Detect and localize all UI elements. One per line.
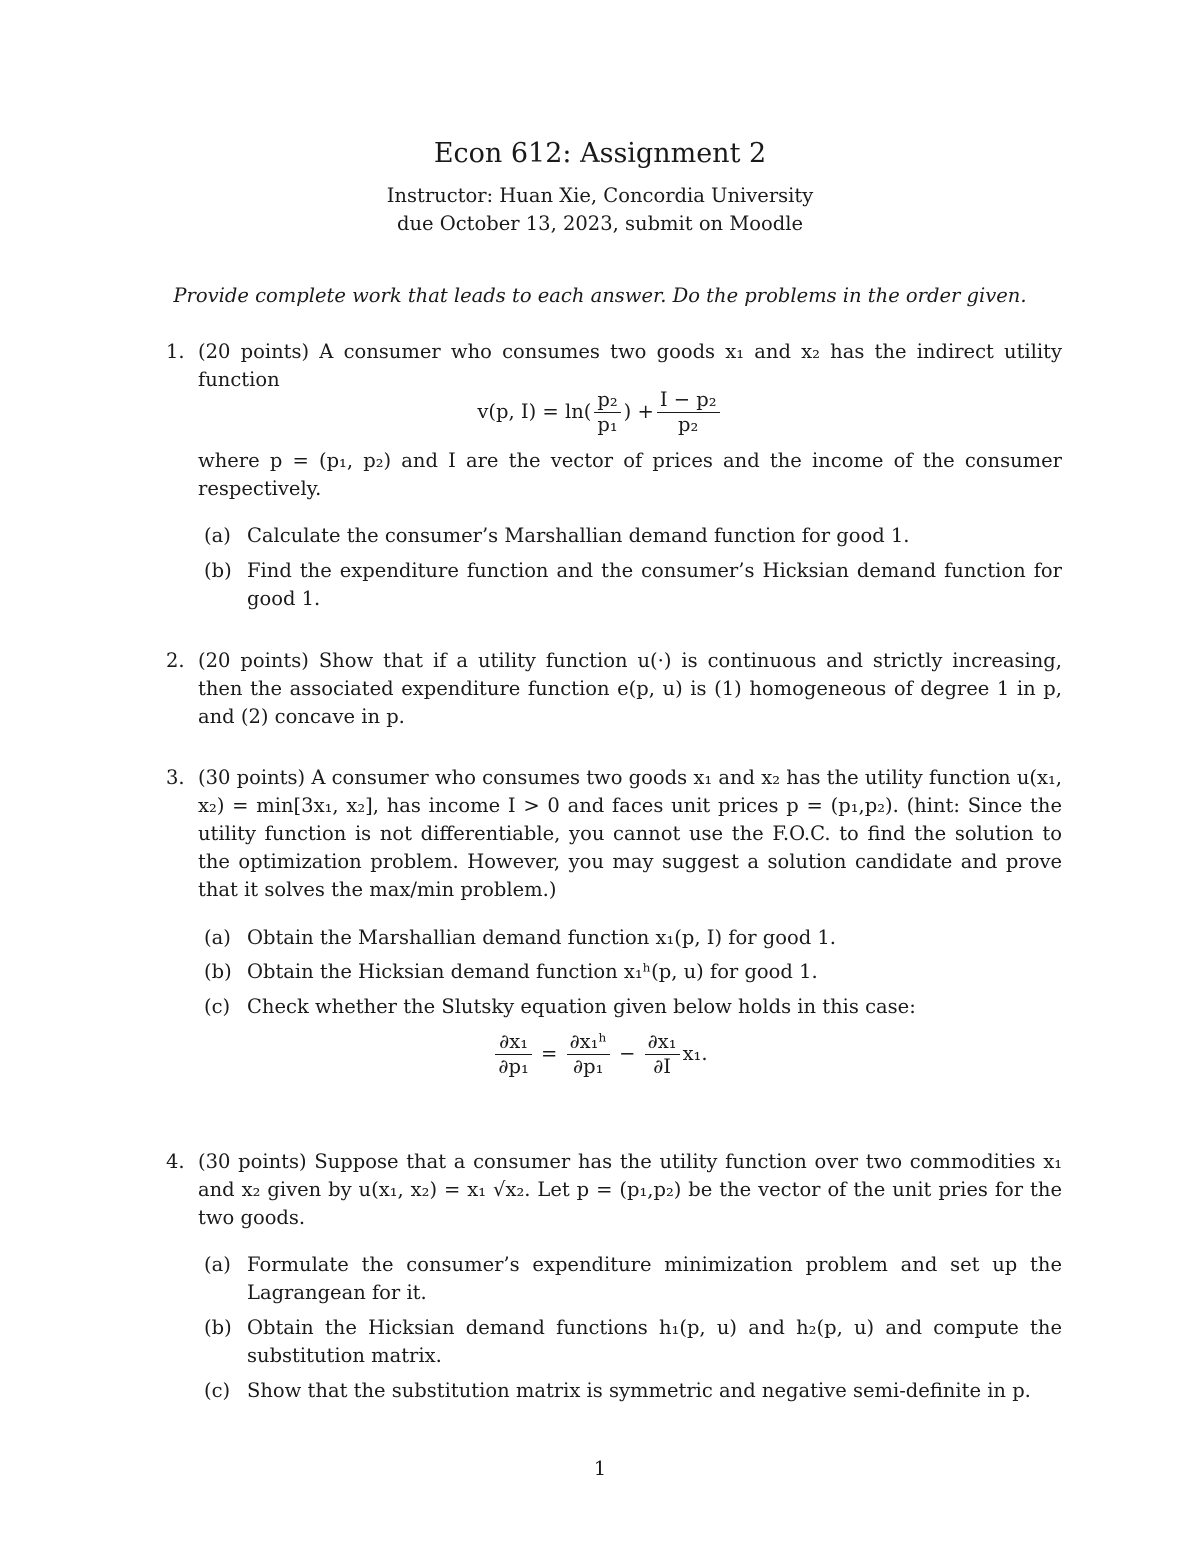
problem-2-intro-text: Show that if a utility function u(·) is continuous and strictly increasing, then the associated expenditure function e(p, u) is (1) homogeneous of degree 1 in p, and (2) concave in p. [198,649,1062,728]
problem-4c-text: Show that the substitution matrix is symmetric and negative semi-definite in p. [247,1379,1031,1402]
problem-4-intro [198,1148,1062,1232]
problem-4b-label: (b) [204,1316,232,1339]
slutsky-frac-2-den: ∂p₁ [573,1055,604,1078]
problem-1-continuation: where p = (p₁, p₂) and I are the vector of prices and the income of the consumer respectively. [198,449,1062,500]
eq1-mid: ) + [623,400,654,423]
page-number: 1 [593,1457,607,1480]
slutsky-frac-3 [645,1030,680,1079]
eq1-frac-1-den: p₁ [597,413,618,436]
slutsky-minus: − [619,1042,636,1065]
problem-1-intro [198,338,1062,394]
problem-1-intro-text: A consumer who consumes two goods x₁ and x₂ has the indirect utility function [198,340,1062,391]
eq1-frac-1-num: p₂ [594,388,620,413]
problem-4a-text: Formulate the consumer’s expenditure minimization problem and set up the Lagrangean for it. [247,1253,1062,1304]
slutsky-frac-2 [567,1030,610,1079]
problem-2-number: 2. [166,649,185,672]
problem-3-number: 3. [166,766,185,789]
eq1-frac-2 [657,388,720,437]
problem-3b-text: Obtain the Hicksian demand function x₁ʰ(p, u) for good 1. [247,960,818,983]
problem-3c-label: (c) [204,995,231,1018]
slutsky-frac-2-num: ∂x₁ʰ [567,1030,610,1055]
problem-1b-label: (b) [204,559,232,582]
eq1-frac-2-num: I − p₂ [657,388,720,413]
problem-2-points: (20 points) [198,649,309,672]
problem-3c-text: Check whether the Slutsky equation given below holds in this case: [247,995,916,1018]
problem-4-points: (30 points) [198,1150,307,1173]
problem-3-intro [198,764,1062,904]
slutsky-frac-1-den: ∂p₁ [498,1055,529,1078]
problem-3-points: (30 points) [198,766,306,789]
due-line: due October 13, 2023, submit on Moodle [396,212,804,235]
problem-1-equation [0,388,1200,437]
problem-3-intro-text: A consumer who consumes two goods x₁ and x₂ has the utility function u(x₁, x₂) = min[3x₁, x₂], has income I > 0 and faces unit prices p = (p₁,p₂). (hint: Since the utility function is not differentiable, you cannot use the F.O.C. to find the solution to the optimization problem. However, you may suggest a solution candidate and prove that it solves the max/min problem.) [198,766,1062,901]
problem-1-points: (20 points) [198,340,310,363]
slutsky-tail: x₁. [682,1042,708,1065]
document-title: Econ 612: Assignment 2 [433,138,767,169]
problem-1a-text: Calculate the consumer’s Marshallian demand function for good 1. [247,524,910,547]
eq1-frac-2-den: p₂ [678,413,699,436]
eq1-frac-1 [594,388,620,437]
problem-1-number: 1. [166,340,185,363]
problem-4-intro-text: Suppose that a consumer has the utility function over two commodities x₁ and x₂ given by u(x₁, x₂) = x₁ √x₂. Let p = (p₁,p₂) be the vector of the unit pries for the two goods. [198,1150,1063,1229]
slutsky-frac-3-num: ∂x₁ [645,1030,680,1055]
slutsky-frac-3-den: ∂I [653,1055,671,1078]
problem-1b-text: Find the expenditure function and the consumer’s Hicksian demand function for good 1. [247,559,1062,610]
problem-3a-text: Obtain the Marshallian demand function x₁(p, I) for good 1. [247,926,836,949]
problem-4c-label: (c) [204,1379,231,1402]
problem-2-intro [198,647,1062,731]
slutsky-frac-1-num: ∂x₁ [495,1030,531,1055]
instructor-line: Instructor: Huan Xie, Concordia University [386,184,814,207]
problem-1a-label: (a) [204,524,231,547]
slutsky-equals: = [541,1042,558,1065]
problem-3b-label: (b) [204,960,232,983]
problem-3a-label: (a) [204,926,231,949]
slutsky-equation [0,1030,1200,1079]
instructions: Provide complete work that leads to each answer. Do the problems in the order given. [173,284,1027,307]
problem-4-number: 4. [166,1150,185,1173]
slutsky-frac-1 [495,1030,531,1079]
problem-4b-text: Obtain the Hicksian demand functions h₁(p, u) and h₂(p, u) and compute the substitution matrix. [247,1316,1062,1367]
eq1-lhs: v(p, I) = ln( [477,400,592,423]
problem-4a-label: (a) [204,1253,231,1276]
